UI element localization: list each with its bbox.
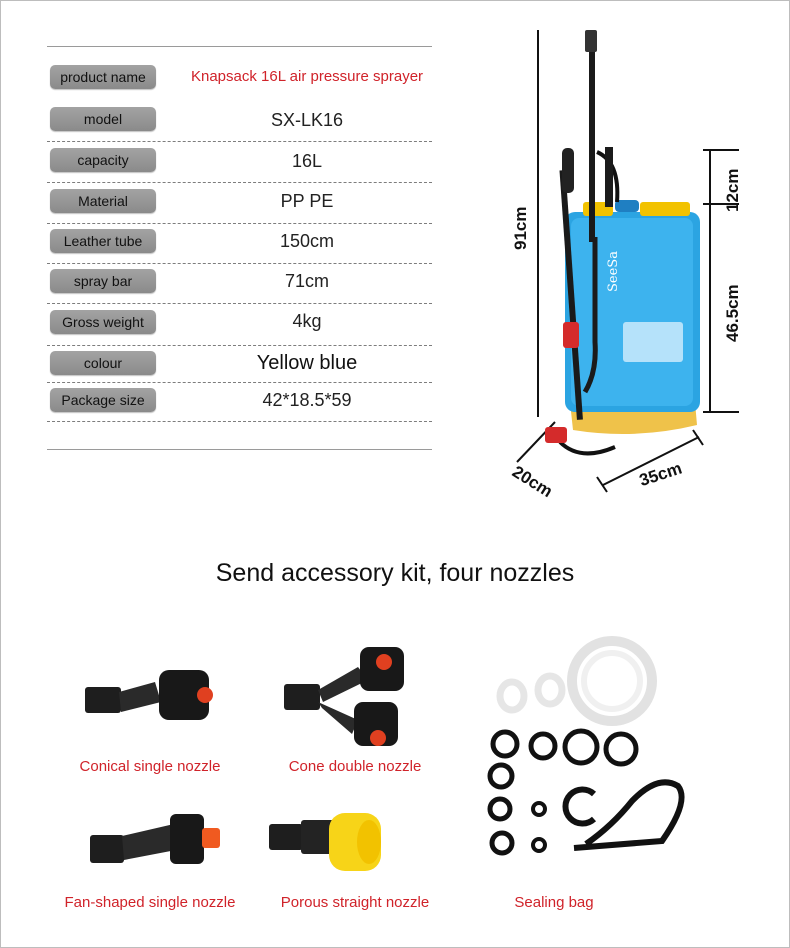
spec-value: Knapsack 16L air pressure sprayer xyxy=(190,68,424,85)
spec-value: 42*18.5*59 xyxy=(262,390,352,410)
table-bottom-rule xyxy=(47,449,432,450)
dimension-height-total: 91cm xyxy=(511,206,530,250)
table-top-rule xyxy=(47,46,432,47)
spec-label: Package size xyxy=(50,388,156,412)
spec-value: 4kg xyxy=(292,311,322,331)
caption-sealing-bag: Sealing bag xyxy=(514,894,594,911)
caption-fan-shaped-single-nozzle: Fan-shaped single nozzle xyxy=(64,894,236,911)
spec-label: spray bar xyxy=(50,269,156,293)
dimension-top: 12cm xyxy=(723,168,742,212)
spec-row-product-name xyxy=(47,58,432,98)
spec-value: 71cm xyxy=(284,271,329,291)
row-divider xyxy=(47,421,432,422)
caption-cone-double-nozzle: Cone double nozzle xyxy=(288,758,422,775)
spec-row-package-size xyxy=(47,384,432,424)
row-divider xyxy=(47,382,432,383)
sprayer-illustration xyxy=(505,22,755,502)
spec-row-gross-weight xyxy=(47,304,432,344)
sprayer-product-image xyxy=(505,22,755,502)
spec-row-spray-bar xyxy=(47,264,432,304)
spec-row-leather-tube xyxy=(47,224,432,264)
spec-label: Material xyxy=(50,189,156,213)
fan-shaped-single-nozzle-image xyxy=(84,810,234,880)
spec-label: Gross weight xyxy=(50,310,156,334)
accessory-headline: Send accessory kit, four nozzles xyxy=(215,559,575,587)
spec-label: Leather tube xyxy=(50,229,156,253)
spec-label: model xyxy=(50,107,156,131)
spec-value: PP PE xyxy=(280,191,334,211)
spec-row-model xyxy=(47,101,432,141)
spec-label: colour xyxy=(50,351,156,375)
conical-single-nozzle-image xyxy=(75,662,225,737)
spec-label: capacity xyxy=(50,148,156,172)
spec-row-material xyxy=(47,183,432,223)
spec-row-capacity xyxy=(47,142,432,182)
spec-value: SX-LK16 xyxy=(270,110,344,130)
spec-row-colour xyxy=(47,346,432,386)
caption-conical-single-nozzle: Conical single nozzle xyxy=(79,758,221,775)
dimension-width: 35cm xyxy=(637,458,685,491)
cone-double-nozzle-image xyxy=(278,642,418,757)
dimension-depth: 20cm xyxy=(508,462,556,502)
caption-porous-straight-nozzle: Porous straight nozzle xyxy=(280,894,430,911)
dimension-body: 46.5cm xyxy=(723,284,742,342)
porous-straight-nozzle-image xyxy=(265,808,390,883)
sprayer-brand-text: SeeSa xyxy=(606,251,621,292)
spec-value: 16L xyxy=(291,151,323,171)
spec-label: product name xyxy=(50,65,156,89)
spec-value: Yellow blue xyxy=(256,352,358,374)
sealing-bag-image xyxy=(482,636,707,891)
spec-value: 150cm xyxy=(279,231,335,251)
